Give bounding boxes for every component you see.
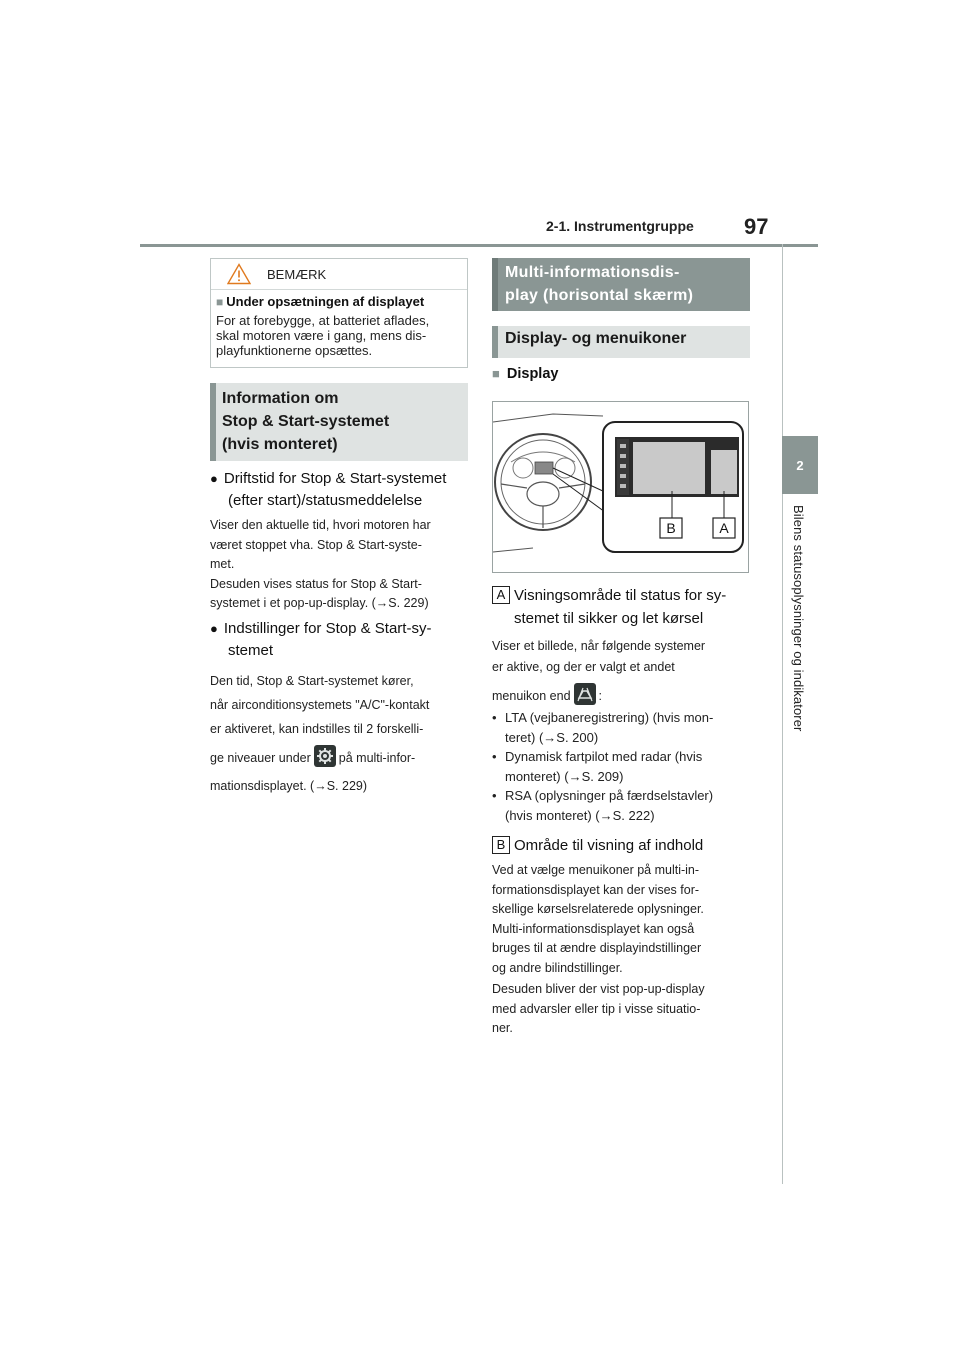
item-a-title: A Visningsområde til status for sy- stemet til sikker og let kørsel xyxy=(492,584,752,630)
item-b-para2: Desuden bliver der vist pop-up-display med advarsler eller tip i visse situatio- ner. xyxy=(492,982,705,1035)
item-b-title: B Område til visning af indhold xyxy=(492,834,752,857)
multi-info-heading: Multi-informationsdis- play (horisontal skærm) xyxy=(492,258,750,311)
warning-triangle-icon xyxy=(227,263,251,285)
item-a-para: Viser et billede, når følgende systemer er aktive, og der er valgt et andet menuikon end : xyxy=(492,639,706,703)
chapter-title: Bilens statusoplysninger og indikatorer xyxy=(791,505,806,732)
item-b-para1: Ved at vælge menuikoner på multi-in- formationsdisplayet kan der vises for- skellige kørselsrelaterede oplysninger. Multi-informationsdisplayet kan også bruges til at ændre displayindstillinger og andre bilindstillinger. xyxy=(492,863,704,975)
stop-start-heading: Information om Stop & Start-systemet (hvis monteret) xyxy=(210,383,468,461)
note-subheading: ■ Under opsætningen af displayet xyxy=(216,294,425,309)
bullet-driftstid: ● Driftstid for Stop & Start-systemet (efter start)/statusmeddelelse xyxy=(210,470,447,509)
round-bullet-icon: ● xyxy=(210,471,218,486)
item-a-list xyxy=(492,708,754,825)
display-menu-icons-heading: Display- og menuikoner xyxy=(492,326,750,358)
square-bullet-icon: ■ xyxy=(216,295,224,309)
section-title: 2-1. Instrumentgruppe xyxy=(546,218,694,234)
page-number: 97 xyxy=(744,214,769,239)
item-b-letter: B xyxy=(492,836,510,854)
dashboard-illustration xyxy=(493,402,749,573)
para-driftstid: Viser den aktuelle tid, hvori motoren har været stoppet vha. Stop & Start-syste- met. Desuden vises status for Stop & Start- systemet i et pop-up-display. (→S. 229) xyxy=(210,518,431,610)
settings-gear-icon xyxy=(314,745,336,767)
square-bullet-icon: ■ xyxy=(492,366,500,381)
note-body: For at forebygge, at batteriet aflades, skal motoren være i gang, mens dis- playfunktionerne opsættes. xyxy=(216,313,430,358)
para-indstillinger: Den tid, Stop & Start-systemet kører, når airconditionsystemets "A/C"-kontakt er aktiveret, kan indstilles til 2 forskelli- ge niveauer under på multi-infor- mationsdisplayet. (→S. 229) xyxy=(210,674,430,793)
chapter-number: 2 xyxy=(796,457,804,473)
list-item: • Dynamisk fartpilot med radar (hvis monteret) (→S. 209) xyxy=(492,747,754,786)
list-item: • RSA (oplysninger på færdselstavler) (hvis monteret) (→S. 222) xyxy=(492,786,754,825)
display-subheading: ■ Display xyxy=(492,366,559,382)
note-box xyxy=(210,258,468,368)
chapter-number-tab xyxy=(782,436,818,494)
round-bullet-icon: ● xyxy=(210,621,218,636)
bullet-indstillinger: ● Indstillinger for Stop & Start-sy- stemet xyxy=(210,620,432,659)
figure-label-a: A xyxy=(719,520,729,536)
header-rule xyxy=(140,244,818,247)
item-a-letter: A xyxy=(492,586,510,604)
driving-assist-icon xyxy=(574,683,596,705)
list-item: • LTA (vejbaneregistrering) (hvis mon- teret) (→S. 200) xyxy=(492,708,754,747)
note-label: BEMÆRK xyxy=(267,266,327,282)
dashboard-figure xyxy=(492,401,749,573)
note-header xyxy=(211,259,467,290)
figure-label-b: B xyxy=(666,520,676,536)
